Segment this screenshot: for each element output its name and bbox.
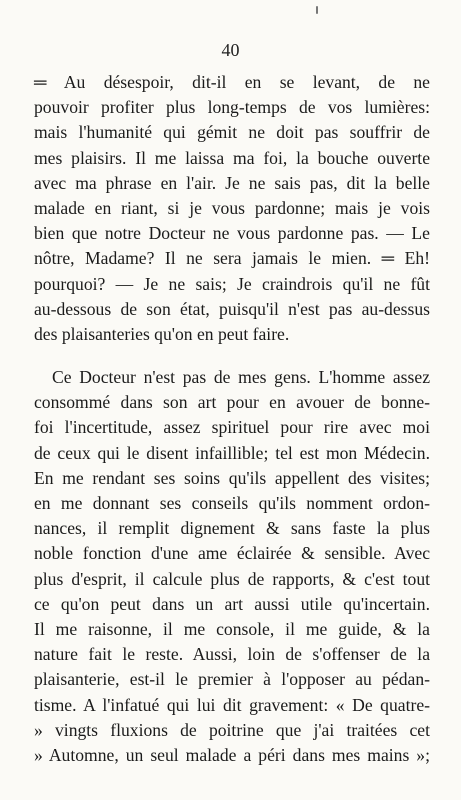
- text-line: foi l'incertitude, assez spirituel pour rire avec moi: [34, 417, 430, 438]
- text-line: avec ma phrase en l'air. Je ne sais pas, dit la belle: [34, 172, 430, 193]
- text-line: plaisanterie, est-il le premier à l'opposer au pédan-: [34, 669, 430, 690]
- text-line: pouvoir profiter plus long-temps de vos lumières:: [34, 97, 430, 118]
- text-line: Il me raisonne, il me console, il me guide, & la: [34, 619, 430, 640]
- text-line: au-dessous de son état, puisqu'il n'est pas au-dessus: [34, 298, 430, 319]
- text-line: mais l'humanité qui gémit ne doit pas souffrir de: [34, 122, 430, 143]
- text-line: nances, il remplit dignement & sans faste la plus: [34, 518, 430, 539]
- text-line: Ce Docteur n'est pas de mes gens. L'homme assez: [52, 367, 430, 387]
- text-line: pourquoi? — Je ne sais; Je craindrois qu'il ne fût: [34, 273, 430, 294]
- text-line: consommé dans son art pour en avouer de bonne-: [34, 392, 430, 413]
- text-line: En me rendant ses soins qu'ils appellent des visites;: [34, 467, 430, 488]
- text-line: ce qu'on peut dans un art aussi utile qu'incertain.: [34, 593, 430, 614]
- text-line: mes plaisirs. Il me laissa ma foi, la bouche ouverte: [34, 147, 430, 168]
- text-line: des plaisanteries qu'on en peut faire.: [34, 324, 290, 345]
- margin-mark: [316, 6, 318, 14]
- text-line: plus d'esprit, il calcule plus de rapports, & c'est tout: [34, 568, 430, 589]
- paragraph-2: [34, 365, 430, 768]
- page-number: 40: [221, 40, 240, 60]
- text-line: en me donnant ses conseils qu'ils nomment ordon-: [34, 493, 430, 514]
- text-line: tisme. A l'infatué qui lui dit gravement: « De quatre-: [34, 694, 430, 715]
- text-line: nôtre, Madame? Il ne sera jamais le mien. ═ Eh!: [34, 248, 430, 269]
- text-line: noble fonction d'une ame éclairée & sensible. Avec: [34, 543, 430, 564]
- text-line: malade en riant, si je vous pardonne; mais je vois: [34, 198, 430, 219]
- text-line: » vingts fluxions de poitrine que j'ai traitées cet: [34, 719, 430, 740]
- paragraph-1: [34, 70, 430, 347]
- text-line: bien que notre Docteur ne vous pardonne pas. — Le: [34, 223, 430, 244]
- text-line: » Automne, un seul malade a péri dans mes mains »;: [34, 745, 430, 766]
- text-line: ═ Au désespoir, dit-il en se levant, de ne: [34, 72, 430, 92]
- text-line: nature fait le reste. Aussi, loin de s'offenser de la: [34, 644, 430, 665]
- text-line: de ceux qui le disent infaillible; tel est mon Médecin.: [34, 442, 430, 463]
